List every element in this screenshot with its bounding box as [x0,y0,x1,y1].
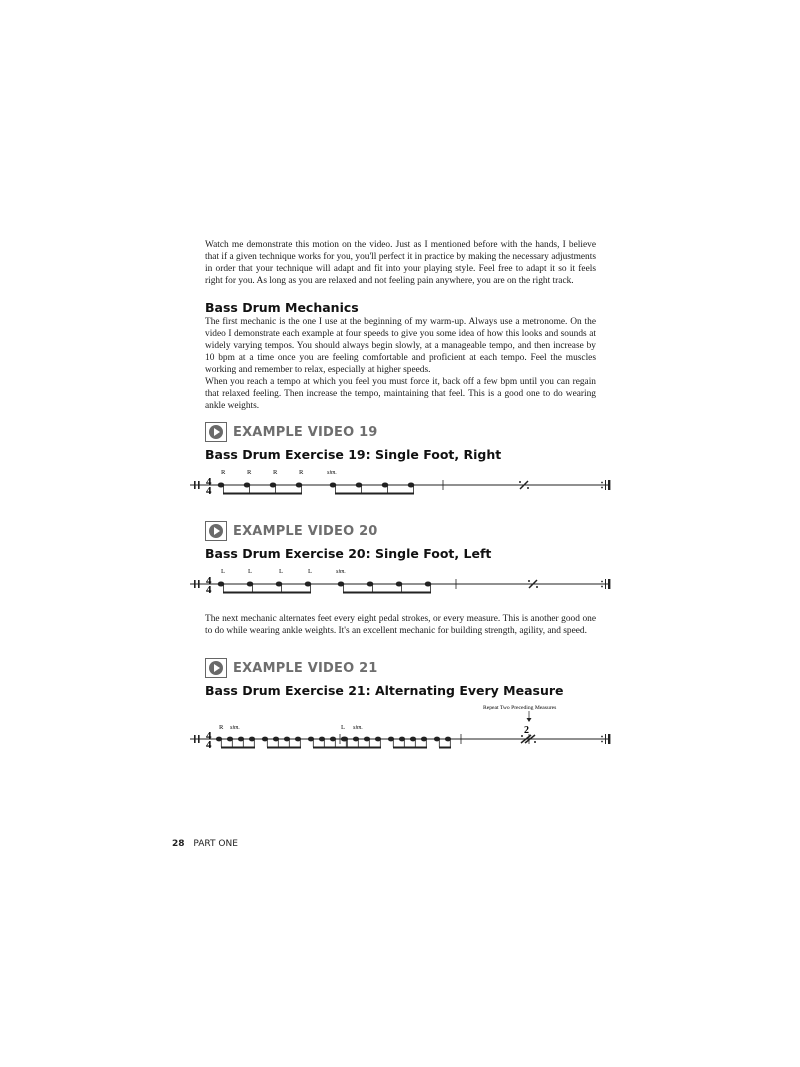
sticking-label: L [341,724,345,731]
page-number: 28 [172,839,185,849]
paragraph-tempo: When you reach a tempo at which you feel you must force it, back off a few bpm until you can regain that relaxed feeling. Then increase the tempo, maintaining that feel. This is a good one to do wearing ankle weights. [205,377,596,411]
time-signature-bottom: 4 [206,485,212,497]
time-signature-top: 4 [206,730,212,742]
sticking-label: R [221,469,226,476]
sticking-label: L [279,568,283,575]
paragraph-alternating: The next mechanic alternates feet every eight pedal strokes, or every measure. This is another good one to do while wearing ankle weights. It's an excellent mechanic for building strength, agility, and speed. [205,614,596,636]
sim-label: sim. [327,470,337,476]
sticking-label: R [247,469,252,476]
notation-staff-19 [190,463,620,503]
play-icon[interactable] [205,521,227,541]
paragraph-first-mechanic: The first mechanic is the one I use at the beginning of my warm-up. Always use a metronome. On the video I demonstrate each example at four speeds to give you some idea of how this looks and sounds at widely varying tempos. You should always begin slowly, at a manageable tempo, and then increase by 10 bpm at a time once you are feeling comfortable and proficient at each tempo. Feel the muscles working and remember to relax, especially at higher speeds. [205,317,596,375]
example-video-20[interactable] [205,520,378,542]
sticking-label: L [308,568,312,575]
sticking-label: R [219,724,224,731]
example-video-19[interactable] [205,421,378,443]
play-icon[interactable] [205,658,227,678]
time-signature-top: 4 [206,476,212,488]
sim-label: sim. [353,725,363,731]
notation-staff-20 [190,562,620,602]
video-label: EXAMPLE VIDEO 19 [233,424,378,440]
repeat-count: 2 [524,725,529,736]
time-signature-bottom: 4 [206,584,212,596]
exercise-20-title: Bass Drum Exercise 20: Single Foot, Left [205,546,492,561]
sticking-label: R [273,469,278,476]
video-label: EXAMPLE VIDEO 20 [233,523,378,539]
video-label: EXAMPLE VIDEO 21 [233,660,378,676]
time-signature-top: 4 [206,575,212,587]
notation-staff-21 [190,700,620,760]
sticking-label: L [248,568,252,575]
page-footer [172,839,238,849]
exercise-19-title: Bass Drum Exercise 19: Single Foot, Right [205,447,502,462]
sticking-label: L [221,568,225,575]
time-signature-bottom: 4 [206,739,212,751]
exercise-21-title: Bass Drum Exercise 21: Alternating Every Measure [205,683,564,698]
example-video-21[interactable] [205,657,378,679]
intro-paragraph: Watch me demonstrate this motion on the video. Just as I mentioned before with the hands, I believe that if a given technique works for you, you'll perfect it in practice by making the necessary adjustments in order that your technique will adapt and fit into your playing style. Feel free to adapt it so it feels right for you. As long as you are relaxed and not feeling pain anywhere, you are on the right track. [205,240,596,286]
sim-label: sim. [230,725,240,731]
sim-label: sim. [336,569,346,575]
sticking-label: R [299,469,304,476]
part-label: PART ONE [193,839,238,849]
repeat-label: Repeat Two Preceding Measures [483,705,557,711]
section-heading: Bass Drum Mechanics [205,300,359,315]
play-icon[interactable] [205,422,227,442]
